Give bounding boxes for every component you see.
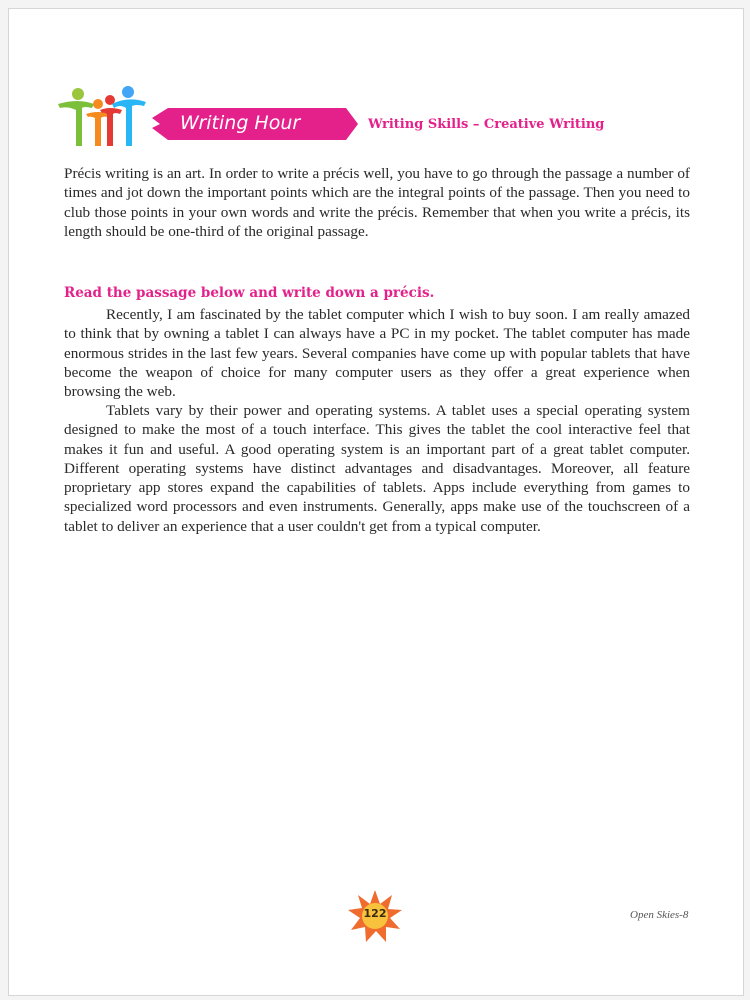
banner-title: Writing Hour — [180, 112, 301, 134]
children-figures-icon — [48, 84, 148, 154]
book-title: Open Skies-8 — [630, 909, 689, 921]
passage-paragraph: Recently, I am fascinated by the tablet computer which I wish to buy soon. I am really amazed to think that by owning a tablet I can always have a PC in my pocket. The tablet computer has made enormous strides in the last few years. Several companies have come up with popular tablets that have become the weapon of choice for many computer users as they offer a great experience when browsing the web. — [64, 306, 690, 401]
page-number: 122 — [363, 907, 387, 920]
intro-paragraph: Précis writing is an art. In order to write a précis well, you have to go through the passage a number of times and jot down the important points which are the integral points of the passage. Then you need to club those points in your own words and write the précis. Remember that when you write a précis, its length should be one-third of the original passage. — [64, 165, 690, 240]
section-subtitle: Writing Skills – Creative Writing — [368, 117, 605, 132]
exercise-heading: Read the passage below and write down a précis. — [64, 285, 435, 301]
passage-paragraph: Tablets vary by their power and operating systems. A tablet uses a special operating system designed to make the most of a touch interface. This gives the tablet the cool interactive feel that makes it fun and useful. A good operating system is an important part of a great tablet computer. Different operating systems have distinct advantages and disadvantages. Moreover, all feature proprietary app stores expand the capabilities of tablets. Apps include everything from games to specialized word processors and even instruments. Generally, apps make use of the touchscreen of a tablet to deliver an experience that a user couldn't get from a typical computer. — [64, 402, 690, 535]
